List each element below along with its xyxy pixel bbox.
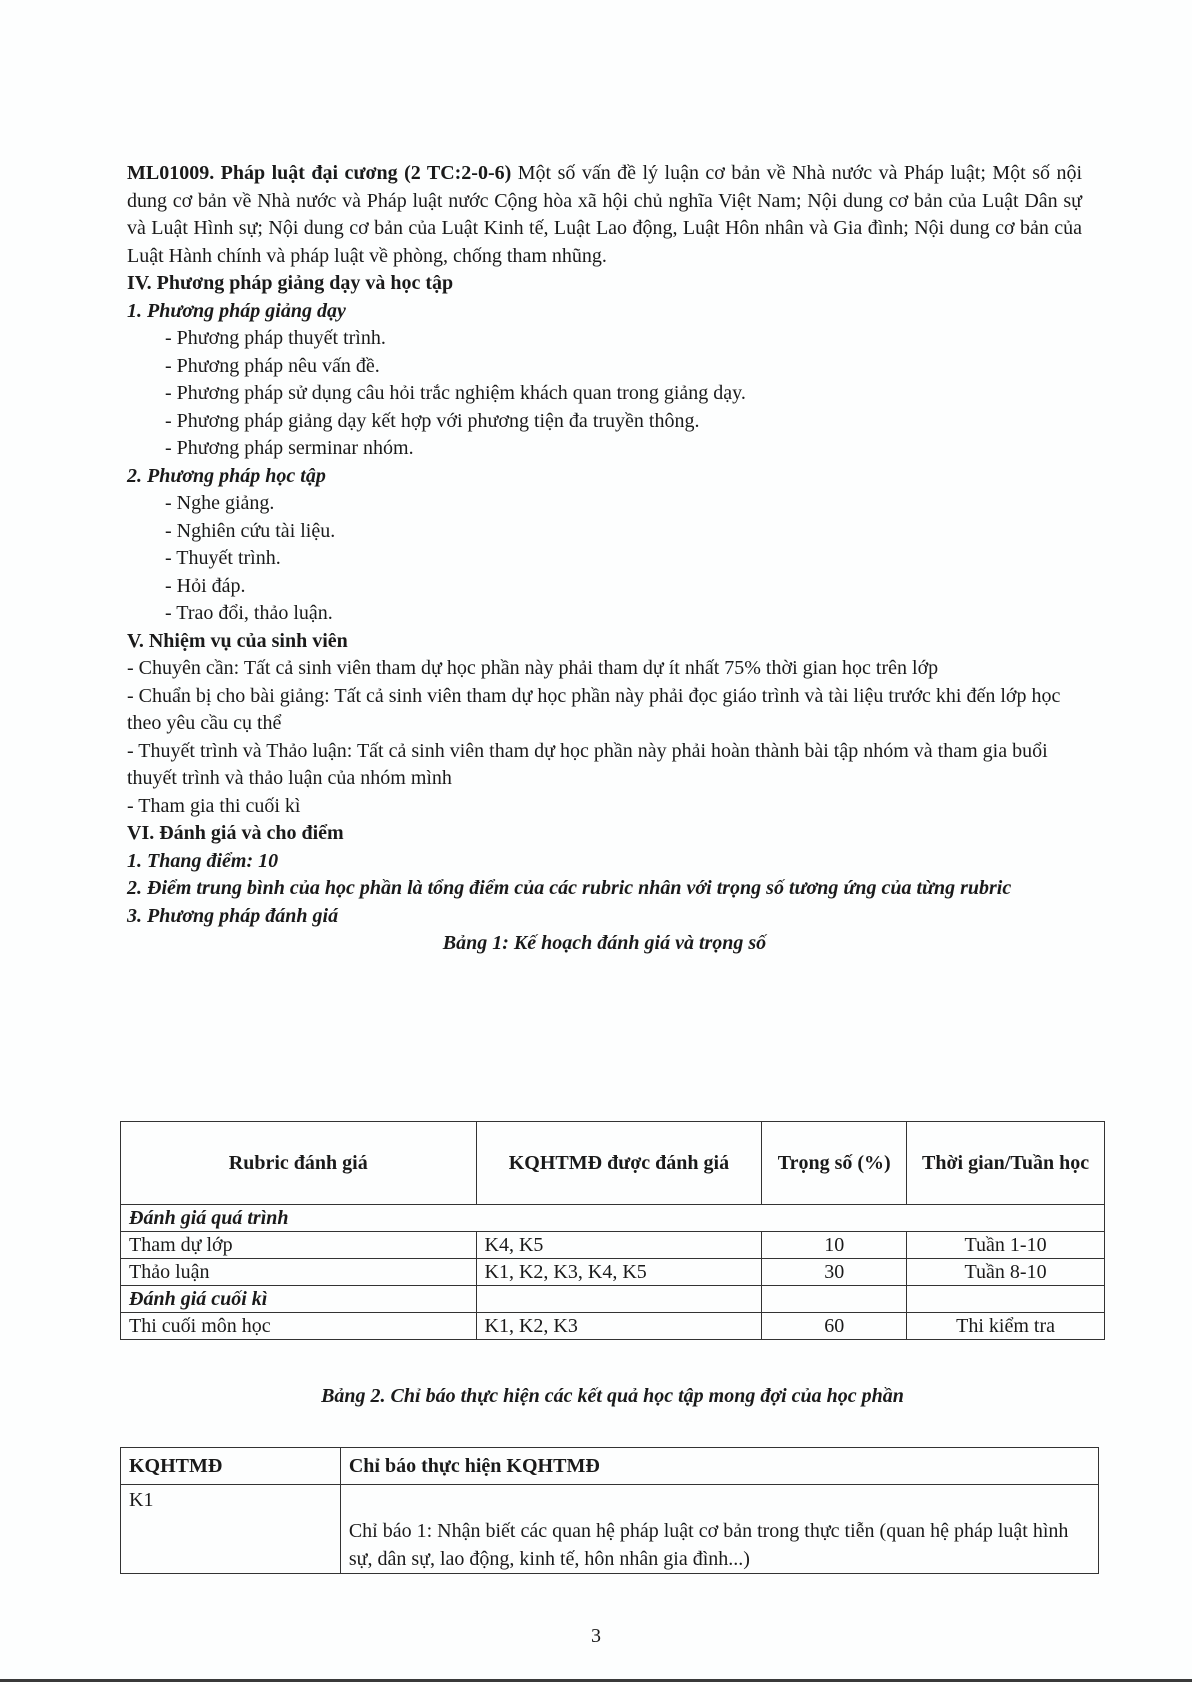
teaching-methods-title: 1. Phương pháp giảng dạy — [127, 299, 346, 322]
list-item: - Hỏi đáp. — [165, 574, 246, 597]
table-header-row — [121, 1448, 1099, 1485]
teaching-methods-list — [127, 325, 1082, 463]
list-item: - Trao đổi, thảo luận. — [165, 602, 333, 624]
table-cell: K1, K2, K3 — [476, 1313, 762, 1340]
group-label: Đánh giá cuối kì — [121, 1286, 477, 1313]
list-item: - Phương pháp serminar nhóm. — [165, 437, 414, 459]
assessment-method-title: 3. Phương pháp đánh giá — [127, 904, 339, 927]
table-cell: K1 — [121, 1485, 341, 1574]
table-cell: Thảo luận — [121, 1259, 477, 1286]
table-cell: Tuần 1-10 — [907, 1232, 1105, 1259]
list-item: - Thuyết trình. — [165, 547, 281, 569]
assessment-plan-table — [120, 1121, 1105, 1340]
group-row — [121, 1205, 1105, 1232]
scan-bottom-edge — [0, 1679, 1192, 1682]
list-item: - Phương pháp thuyết trình. — [165, 327, 386, 349]
duty-item: - Chuẩn bị cho bài giảng: Tất cả sinh viên tham dự học phần này phải đọc giáo trình và tài liệu trước khi đến lớp học theo yêu cầu cụ thể — [127, 684, 1061, 734]
table-1-caption: Bảng 1: Kế hoạch đánh giá và trọng số — [442, 932, 767, 954]
table-cell: Thi kiểm tra — [907, 1313, 1105, 1340]
table-cell — [762, 1286, 907, 1313]
page-number: 3 — [591, 1625, 601, 1647]
list-item: - Phương pháp giảng dạy kết hợp với phương tiện đa truyền thông. — [165, 409, 700, 432]
table-cell: Tham dự lớp — [121, 1232, 477, 1259]
average-score-note: 2. Điểm trung bình của học phần là tổng điểm của các rubric nhân với trọng số tương ứng của từng rubric — [127, 877, 1012, 899]
table-cell: Tuần 8-10 — [907, 1259, 1105, 1286]
table-cell: 60 — [762, 1313, 907, 1340]
table-cell: 10 — [762, 1232, 907, 1259]
duty-item: - Tham gia thi cuối kì — [127, 794, 301, 817]
table-row — [121, 1313, 1105, 1340]
group-label: Đánh giá quá trình — [121, 1205, 1105, 1232]
table-cell: 30 — [762, 1259, 907, 1286]
table-cell — [907, 1286, 1105, 1313]
table-row — [121, 1485, 1099, 1574]
column-header: Trọng số (%) — [762, 1122, 907, 1205]
table-cell: K4, K5 — [476, 1232, 762, 1259]
list-item: - Nghe giảng. — [165, 492, 275, 514]
page-content — [127, 160, 1082, 958]
table-row — [121, 1259, 1105, 1286]
table-2-caption: Bảng 2. Chỉ báo thực hiện các kết quả học tập mong đợi của học phần — [321, 1385, 904, 1407]
outcome-indicators-table — [120, 1447, 1099, 1574]
table-row — [121, 1232, 1105, 1259]
group-row — [121, 1286, 1105, 1313]
table-cell: K1, K2, K3, K4, K5 — [476, 1259, 762, 1286]
table-cell: Thi cuối môn học — [121, 1313, 477, 1340]
list-item: - Phương pháp sử dụng câu hỏi trắc nghiệm khách quan trong giảng dạy. — [165, 382, 746, 404]
table-cell — [476, 1286, 762, 1313]
column-header: Chỉ báo thực hiện KQHTMĐ — [340, 1448, 1098, 1485]
column-header: Thời gian/Tuần học — [907, 1122, 1105, 1205]
course-description: Một số vấn đề lý luận cơ bản về Nhà nước và Pháp luật; Một số nội dung cơ bản về Nhà nước và Pháp luật nước Cộng hòa xã hội chủ nghĩa Việt Nam; Nội dung cơ bản của Luật Dân sự và Luật Hình sự; Nội dung cơ bản của Luật Kinh tế, Luật Lao động, Luật Hôn nhân và Gia đình; Nội dung cơ bản của Luật Hành chính và pháp luật về phòng, chống tham nhũng. — [127, 162, 1082, 267]
table-cell: Chỉ báo 1: Nhận biết các quan hệ pháp luật cơ bản trong thực tiễn (quan hệ pháp luật hình sự, dân sự, lao động, kinh tế, hôn nhân gia đình...) — [340, 1485, 1098, 1574]
learning-methods-list — [127, 490, 1082, 628]
table-header-row — [121, 1122, 1105, 1205]
learning-methods-title: 2. Phương pháp học tập — [127, 464, 326, 487]
duty-item: - Thuyết trình và Thảo luận: Tất cả sinh viên tham dự học phần này phải hoàn thành bài tập nhóm và tham gia buổi thuyết trình và thảo luận của nhóm mình — [127, 739, 1048, 789]
list-item: - Phương pháp nêu vấn đề. — [165, 354, 380, 377]
section-4-heading: IV. Phương pháp giảng dạy và học tập — [127, 272, 454, 294]
section-5-heading: V. Nhiệm vụ của sinh viên — [127, 629, 348, 652]
course-code-title: ML01009. Pháp luật đại cương (2 TC:2-0-6) — [127, 162, 512, 184]
section-6-heading: VI. Đánh giá và cho điểm — [127, 822, 344, 844]
duty-item: - Chuyên cần: Tất cả sinh viên tham dự học phần này phải tham dự ít nhất 75% thời gian học trên lớp — [127, 657, 939, 679]
course-description-paragraph — [127, 160, 1082, 270]
column-header: KQHTMĐ được đánh giá — [476, 1122, 762, 1205]
list-item: - Nghiên cứu tài liệu. — [165, 519, 336, 542]
column-header: KQHTMĐ — [121, 1448, 341, 1485]
column-header: Rubric đánh giá — [121, 1122, 477, 1205]
grading-scale: 1. Thang điểm: 10 — [127, 849, 279, 872]
